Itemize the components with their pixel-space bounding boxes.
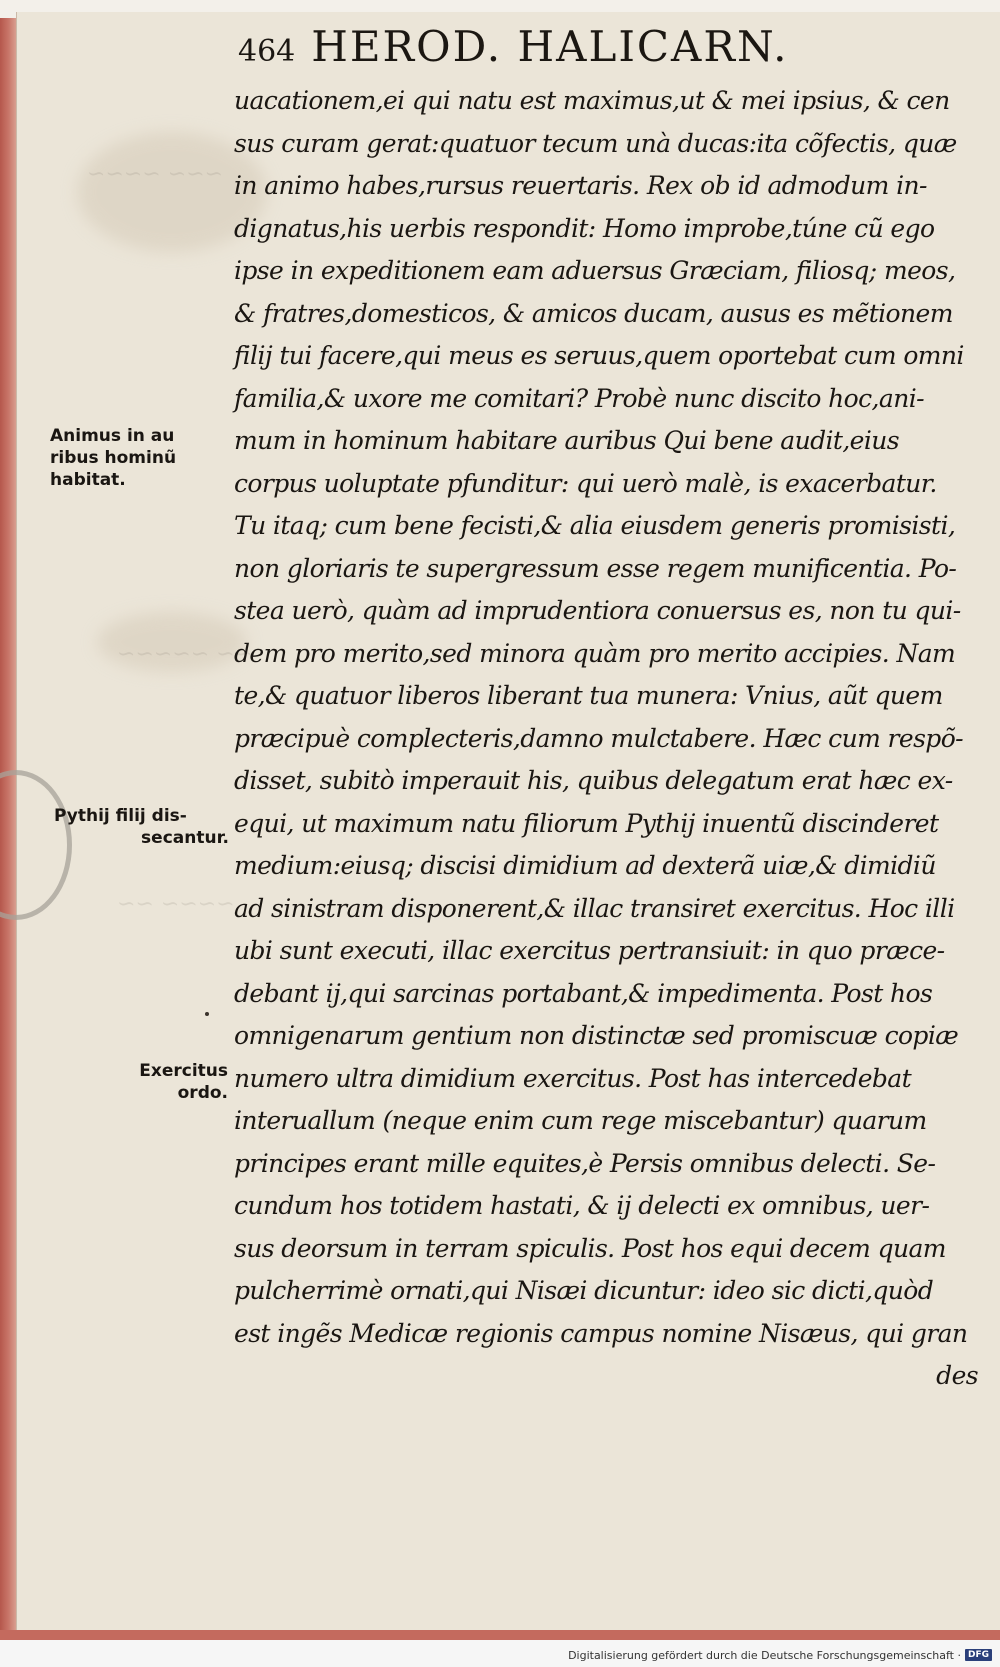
text-line: ubi sunt executi, illac exercitus pertransiuit: in quo præce- [234,936,945,965]
text-line: uacationem,ei qui natu est maximus,ut & mei ipsius, & cen [234,86,950,115]
text-line: non gloriaris te supergressum esse regem munificentia. Po- [234,553,957,583]
margin-note-line: Animus in au [50,426,175,446]
text-line: Tu itaq; cum bene fecisti,& alia eiusdem generis promisisti, [234,511,956,540]
text-line: equi, ut maximum natu filiorum Pythij inuentũ discinderet [234,808,939,838]
text-line: te,& quatuor liberos liberant tua munera: Vnius, aũt quem [234,681,943,710]
text-line: ipse in expeditionem eam aduersus Græciam, filiosq; meos, [234,256,956,285]
text-line: medium:eiusq; discisi dimidium ad dexterã uiæ,& dimidiũ [234,851,936,880]
text-line: sus curam gerat:quatuor tecum unà ducas:ita cõfectis, quæ [234,128,957,158]
margin-note-exercitus [110,1060,228,1104]
text-line: pulcherrimè ornati,qui Nisæi dicuntur: ideo sic dicti,quòd [234,1276,934,1305]
text-line: est ingẽs Medicæ regionis campus nomine Nisæus, qui gran [234,1318,968,1348]
margin-note-line: Pythij filij dis- [54,806,187,826]
text-line: corpus uoluptate pfunditur: qui uerò malè, is exacerbatur. [234,468,937,498]
text-line: præcipuè complecteris,damno mulctabere. Hæc cum respõ- [234,723,964,753]
show-through-text: ~~~~ ~~ [117,892,235,917]
margin-note-line: Exercitus [139,1061,228,1081]
dfg-logo-icon: DFG [965,1649,992,1661]
digitization-credit [568,1648,992,1662]
text-line: dem pro merito,sed minora quàm pro merito accipies. Nam [234,638,956,668]
text-line: stea uerò, quàm ad imprudentiora conuersus es, non tu qui- [234,596,961,625]
margin-note-animus [50,425,176,491]
text-line: mum in hominum habitare auribus Qui bene audit,eius [234,426,899,455]
page-number: 464 [238,34,296,69]
margin-note-line: secantur. [141,828,229,848]
text-line: in animo habes,rursus reuertaris. Rex ob id admodum in- [234,171,927,200]
main-text [234,80,984,1398]
text-line: disset, subitò imperauit his, quibus delegatum erat hæc ex- [234,766,953,795]
text-line: cundum hos totidem hastati, & ij delecti ex omnibus, uer- [234,1191,930,1220]
text-line: & fratres,domesticos, & amicos ducam, ausus es mẽtionem [234,298,953,328]
text-line: dignatus,his uerbis respondit: Homo improbe,túne cũ ego [234,213,935,243]
show-through-text: ~~ ~~~~~ [117,642,254,667]
running-head: HEROD. HALICARN. [311,22,789,71]
catchword: des [936,1361,978,1390]
credit-text: Digitalisierung gefördert durch die Deutsche Forschungsgemeinschaft · [568,1648,961,1662]
text-line: filij tui facere,qui meus es seruus,quem oportebat cum omni [234,341,964,370]
text-line: ad sinistram disponerent,& illac transiret exercitus. Hoc illi [234,893,955,923]
page-bottom-edge [0,1630,1000,1640]
margin-note-line: ribus hominũ [50,448,177,468]
margin-dot [205,1012,209,1016]
margin-note-line: ordo. [177,1083,228,1103]
text-line: debant ij,qui sarcinas portabant,& impedimenta. Post hos [234,978,933,1008]
text-line: interuallum (neque enim cum rege miscebantur) quarum [234,1106,927,1135]
show-through-text: ~~~ ~~~~ [87,162,224,187]
text-line: familia,& uxore me comitari? Probè nunc discito hoc,ani- [234,383,924,413]
margin-note-pythii [54,805,229,849]
text-line: numero ultra dimidium exercitus. Post has intercedebat [234,1063,912,1093]
text-line: principes erant mille equites,è Persis omnibus delecti. Se- [234,1148,936,1178]
text-line: sus deorsum in terram spiculis. Post hos equi decem quam [234,1233,946,1263]
page-header [238,22,788,72]
text-line: omnigenarum gentium non distinctæ sed promiscuæ copiæ [234,1021,959,1050]
margin-note-line: habitat. [50,470,126,490]
